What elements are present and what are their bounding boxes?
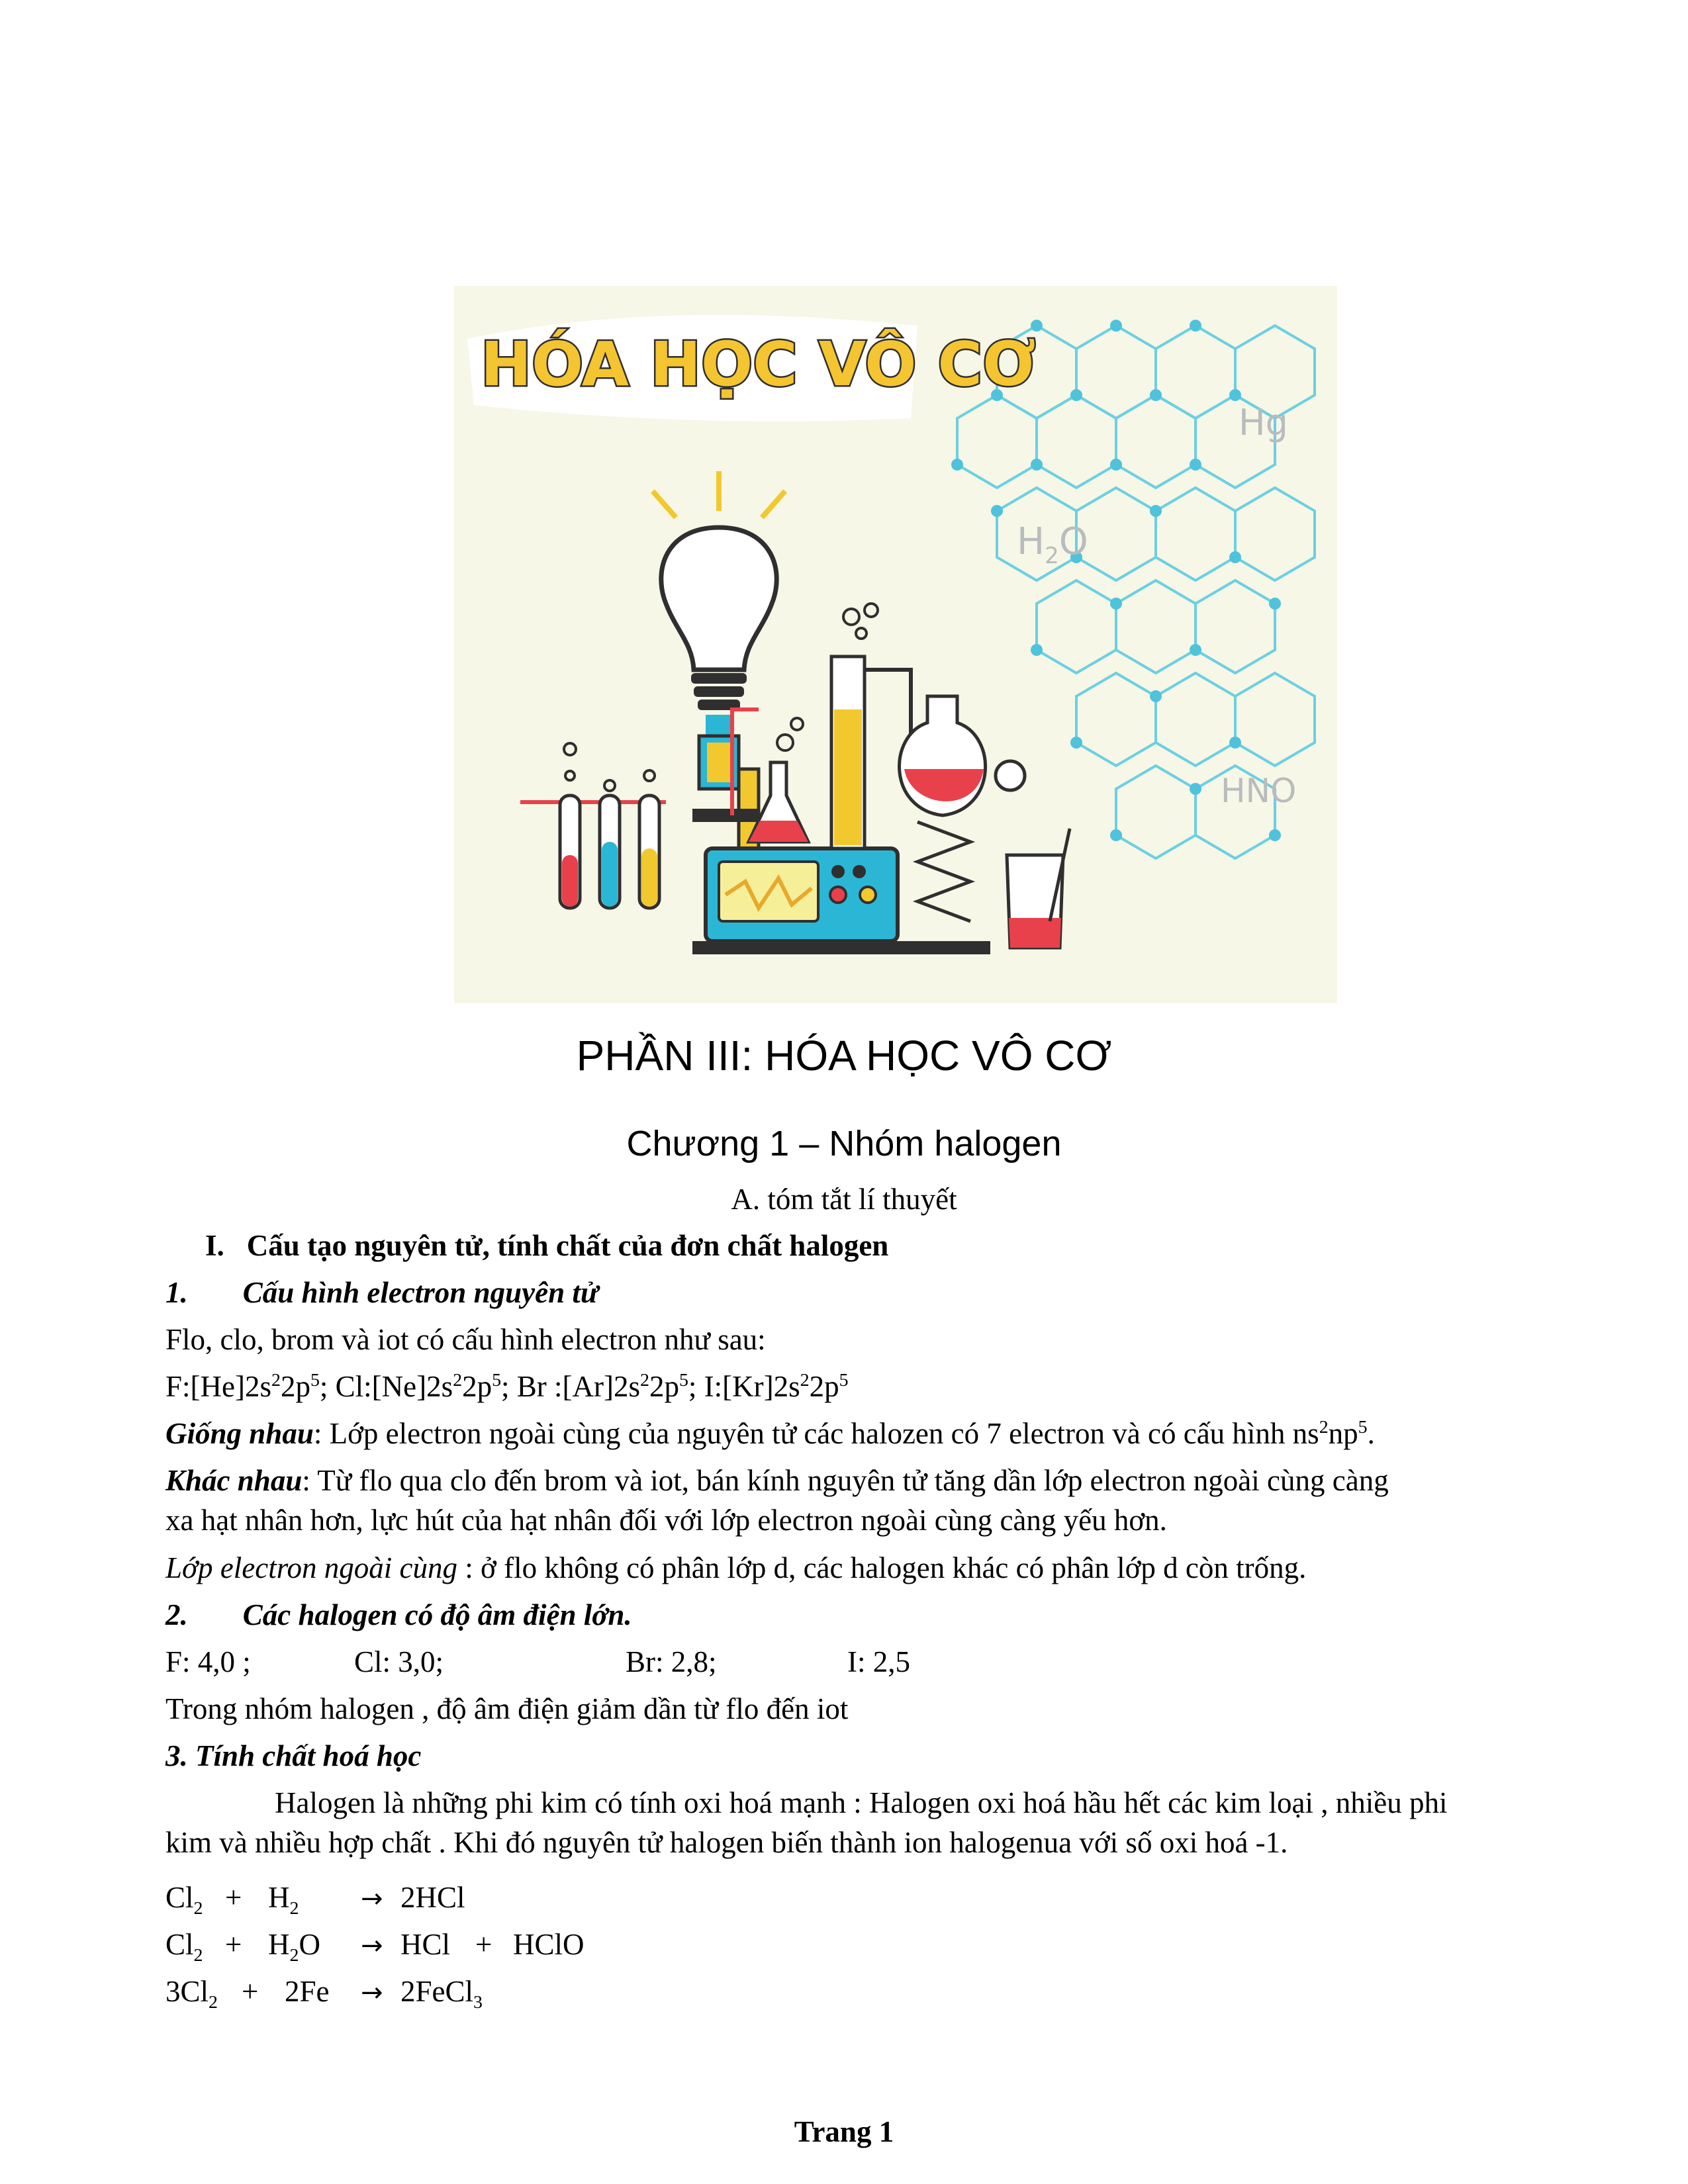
reaction-2-product-1: HCl (400, 1928, 451, 1961)
chemistry-paragraph-line2: kim và nhiều hợp chất . Khi đó nguyên tử halogen biến thành ion halogenua với số oxi hoá -1. (165, 1826, 1288, 1859)
banner-title: HÓA HỌC VÔ CƠ (481, 329, 1036, 400)
chemistry-paragraph-line1: Halogen là những phi kim có tính oxi hoá mạnh : Halogen oxi hoá hầu hết các kim loại , nhiều phi (275, 1786, 1448, 1819)
reaction-3-reactant-a: $3Cl_2$ (165, 1975, 218, 2013)
reaction-3-reactant-b: 2Fe (285, 1975, 330, 2008)
reaction-2-product-2: HClO (513, 1928, 585, 1961)
difference-paragraph-line1: Khác nhau: Từ flo qua clo đến brom và iot, bán kính nguyên tử tăng dần lớp electron ngoài cùng càng (165, 1464, 1389, 1497)
lab-machine-icon (692, 848, 911, 954)
difference-paragraph-line2: xa hạt nhân hơn, lực hút của hạt nhân đối với lớp electron ngoài cùng càng yếu hơn. (165, 1504, 1167, 1537)
reaction-2-plus: + (225, 1928, 242, 1961)
electronegativity-cl: Cl: 3,0; (354, 1645, 444, 1678)
page-number: Trang 1 (794, 2115, 894, 2148)
section-i-heading: I. Cấu tạo nguyên tử, tính chất của đơn chất halogen (205, 1229, 889, 1262)
subsection-2-heading: 2. Các halogen có độ âm điện lớn. (165, 1598, 632, 1631)
chapter-title: Chương 1 – Nhóm halogen (626, 1124, 1062, 1163)
reaction-1-reactant-b: $H_2$ (268, 1881, 299, 1919)
similarity-paragraph: Giống nhau: Lớp electron ngoài cùng của nguyên tử các halozen có 7 electron và có cấu hình $ns^2np^5$. (165, 1417, 1375, 1450)
reaction-1-plus: + (225, 1881, 242, 1914)
page-title: PHẦN III: HÓA HỌC VÔ CƠ (576, 1032, 1112, 1079)
hno-label: HNO (1221, 772, 1297, 810)
reaction-2-plus-2: + (475, 1928, 492, 1961)
reaction-3-plus: + (242, 1975, 259, 2008)
trend-text: Trong nhóm halogen , độ âm điện giảm dần từ flo đến iot (165, 1692, 849, 1725)
reaction-3-product: 2FeCl$_3$ (400, 1975, 483, 2013)
banner-image (454, 286, 1337, 1003)
subsection-3-heading: 3. Tính chất hoá học (165, 1739, 422, 1772)
reaction-1-arrow: → (361, 1884, 383, 1914)
electronegativity-br: Br: 2,8; (626, 1645, 717, 1678)
electronegativity-i: I: 2,5 (847, 1645, 910, 1678)
reaction-1-product: 2HCl (400, 1881, 465, 1914)
intro-text: Flo, clo, brom và iot có cấu hình electron như sau: (165, 1323, 766, 1356)
reaction-2-reactant-a: $Cl_2$ (165, 1928, 203, 1966)
hg-label: Hg (1239, 402, 1288, 443)
reaction-2-arrow: → (361, 1931, 383, 1961)
h2o-label: $H_2O$ (1017, 520, 1088, 569)
electron-config-line: $F:[He]2s^22p^5$; $Cl:[Ne]2s^22p^5$; Br $:[Ar]2s^22p^5$; $I:[Kr]2s^22p^5$ (165, 1370, 849, 1403)
electronegativity-f: F: 4,0 ; (165, 1645, 251, 1678)
reaction-3-arrow: → (361, 1978, 383, 2008)
reaction-2-reactant-b: $H_2O$ (268, 1928, 320, 1966)
outer-shell-paragraph: Lớp electron ngoài cùng : ở flo không có phân lớp d, các halogen khác có phân lớp d còn trống. (165, 1551, 1307, 1584)
section-a-heading: A. tóm tắt lí thuyết (731, 1183, 957, 1216)
reaction-1-reactant-a: $Cl_2$ (165, 1881, 203, 1919)
subsection-1-heading: 1. Cấu hình electron nguyên tử (165, 1276, 598, 1309)
